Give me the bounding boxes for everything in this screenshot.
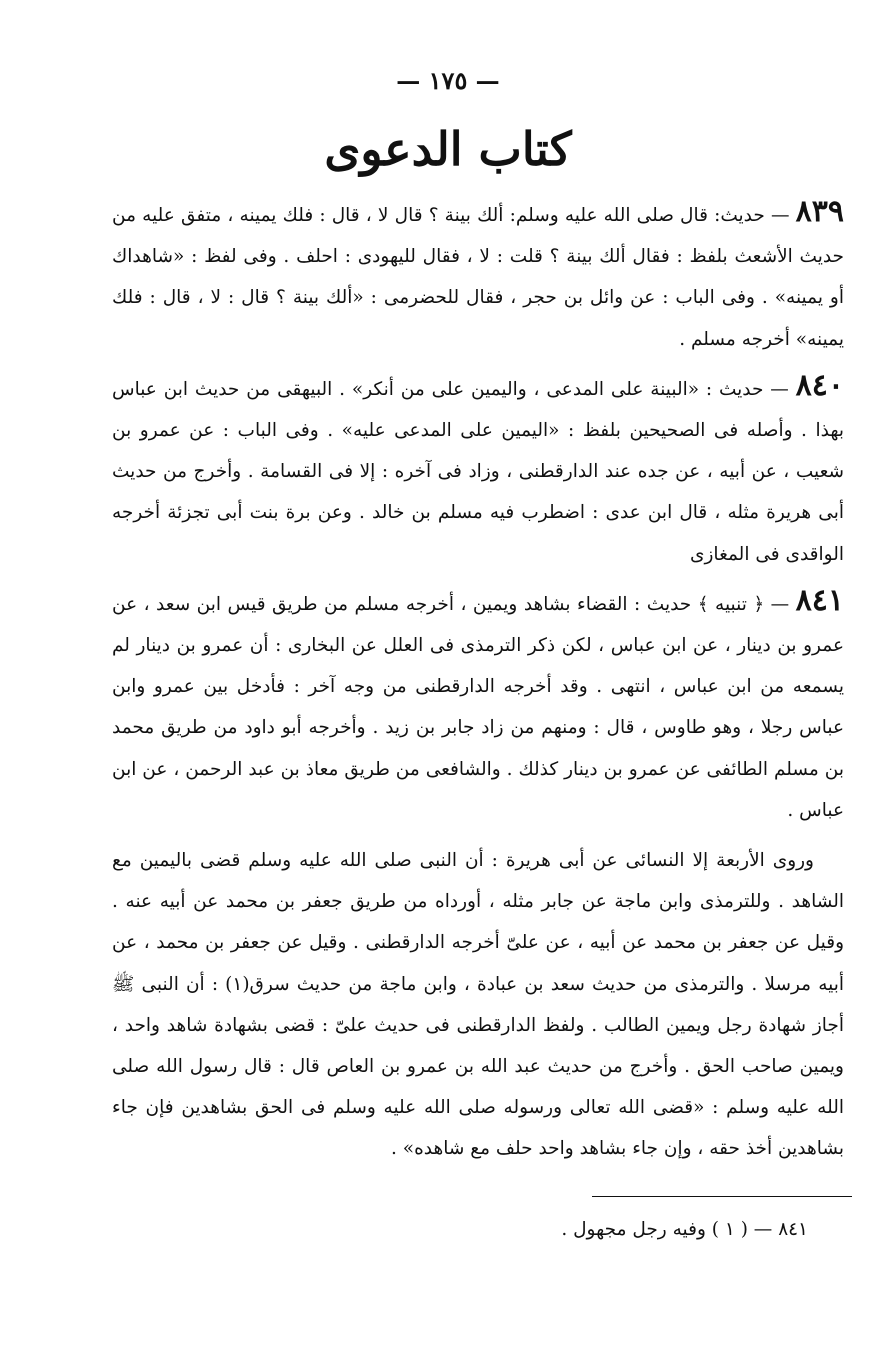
continuation-paragraph: وروى الأربعة إلا النسائى عن أبى هريرة : أن النبى صلى الله عليه وسلم قضى باليمين مع الشاهد . وللترمذى وابن ماجة عن جابر مثله ، أورداه من طريق جعفر بن محمد عن أبيه عنه . وقيل عن جعفر بن محمد عن أبيه ، عن علىّ أخرجه الدارقطنى . وقيل عن جعفر بن محمد ، عن أبيه مرسلا . والترمذى من حديث سعد بن عبادة ، وابن ماجة من حديث سرق(١) : أن النبى ﷺ أجاز شهادة رجل ويمين الطالب . ولفظ الدارقطنى فى حديث علىّ : قضى بشهادة شاهد واحد ، ويمين صاحب الحق . وأخرج من حديث عبد الله بن عمرو بن العاص قال : قال رسول الله صلى الله عليه وسلم : «قضى الله تعالى ورسوله صلى الله عليه وسلم فى الحق بشاهدين فإن جاء بشاهدين أخذ حقه ، وإن جاء بشاهد واحد حلف مع شاهده» .	[112, 850, 844, 1160]
hadith-text: — ﴿ تنبيه ﴾ حديث : القضاء بشاهد ويمين ، أخرجه مسلم من طريق قيس ابن سعد ، عن عمرو بن دينار ، عن ابن عباس ، لكن ذكر الترمذى فى العلل عن البخارى : أن عمرو بن دينار لم يسمعه من ابن عباس ، انتهى . وقد أخرجه الدارقطنى من وجه آخر : فأدخل بين عمرو وابن عباس رجلا ، وهو طاوس ، قال : ومنهم من زاد جابر بن زيد . وأخرجه أبو داود من طريق محمد بن مسلم الطائفى عن عمرو بن دينار كذلك . والشافعى من طريق معاذ بن عبد الرحمن ، عن ابن عباس .	[112, 593, 844, 821]
hadith-text: — حديث : «البينة على المدعى ، واليمين على من أنكر» . البيهقى من حديث ابن عباس بهذا . وأصله فى الصحيحين بلفظ : «اليمين على المدعى عليه» . وفى الباب : عن عمرو بن شعيب ، عن أبيه ، عن جده عند الدارقطنى ، وزاد فى آخره : إلا فى القسامة . وأخرج من حديث أبى هريرة مثله ، قال ابن عدى : اضطرب فيه مسلم بن خالد . وعن برة بنت أبى تجزئة أخرجه الواقدى فى المغازى	[112, 378, 844, 565]
hadith-number: ٨٤١	[795, 582, 844, 618]
hadith-entry	[112, 195, 844, 360]
hadith-number: ٨٤٠	[795, 367, 844, 403]
footnote: ٨٤١ — ( ١ ) وفيه رجل مجهول .	[561, 1219, 808, 1240]
hadith-entry	[112, 369, 844, 575]
page-number: — ١٧٥ —	[396, 66, 500, 95]
footnote-divider	[592, 1196, 852, 1197]
hadith-number: ٨٣٩	[795, 194, 844, 229]
hadith-entry	[112, 584, 844, 831]
page-body	[112, 195, 844, 1170]
hadith-text: — حديث: قال صلى الله عليه وسلم: ألك بينة ؟ قال لا ، قال : فلك يمينه ، متفق عليه من حديث الأشعث بلفظ : فقال ألك بينة ؟ قلت : لا ، فقال لليهودى : احلف . وفى لفظ : «شاهداك أو يمينه» . وفى الباب : عن وائل بن حجر ، فقال للحضرمى : «ألك بينة ؟ قال : لا ، قال : فلك يمينه» أخرجه مسلم .	[112, 205, 844, 350]
chapter-title: كتاب الدعوى	[324, 122, 572, 176]
